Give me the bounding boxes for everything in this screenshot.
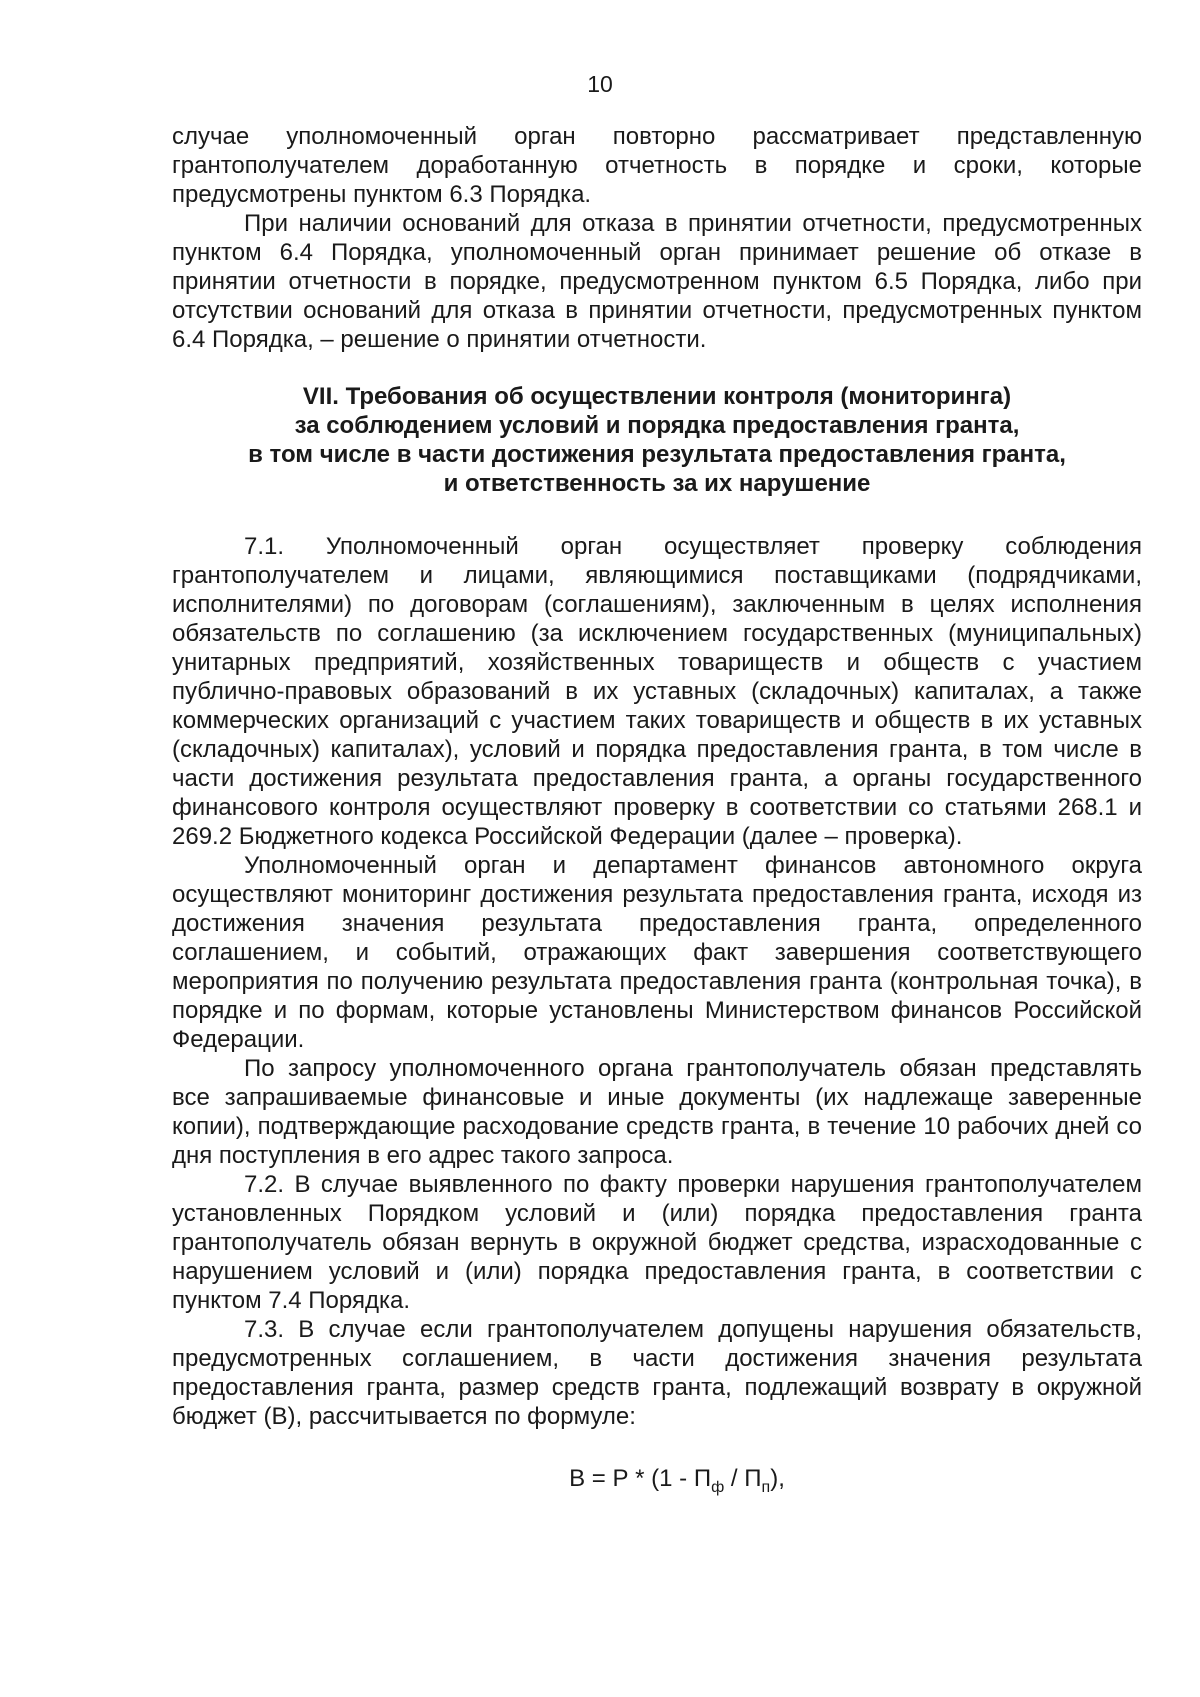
- paragraph-monitoring: Уполномоченный орган и департамент финансов автономного округа осуществляют мониторинг достижения результата предоставления гранта, исходя из достижения значения результата предоставления гранта, определенного соглашением, и событий, отражающих факт завершения соответствующего мероприятия по получению результата предоставления гранта (контрольная точка), в порядке и по формам, которые установлены Министерством финансов Российской Федерации.: [172, 852, 1142, 1053]
- document-body: [172, 122, 1142, 1496]
- section-heading-line-2: за соблюдением условий и порядка предоставления гранта,: [294, 412, 1020, 439]
- section-heading-line-3: в том числе в части достижения результата предоставления гранта,: [248, 441, 1066, 468]
- formula-subscript-fact: ф: [711, 1478, 725, 1496]
- paragraph-7-3: 7.3. В случае если грантополучателем допущены нарушения обязательств, предусмотренных соглашением, в части достижения значения результата предоставления гранта, размер средств гранта, подлежащий возврату в окружной бюджет (В), рассчитывается по формуле:: [172, 1316, 1142, 1430]
- section-heading-line-4: и ответственность за их нарушение: [443, 470, 871, 497]
- section-heading: [172, 382, 1142, 498]
- paragraph-7-2: 7.2. В случае выявленного по факту проверки нарушения грантополучателем установленных Порядком условий и (или) порядка предоставления гранта грантополучатель обязан вернуть в окружной бюджет средства, израсходованные с нарушением условий и (или) порядка предоставления гранта, в соответствии с пунктом 7.4 Порядка.: [172, 1171, 1142, 1314]
- formula-mid: / П: [724, 1465, 762, 1492]
- paragraph-continuation: случае уполномоченный орган повторно рассматривает представленную грантополучателем доработанную отчетность в порядке и сроки, которые предусмотрены пунктом 6.3 Порядка.: [172, 123, 1142, 208]
- formula-tail: ),: [770, 1465, 785, 1492]
- paragraph-7-1: 7.1. Уполномоченный орган осуществляет проверку соблюдения грантополучателем и лицами, являющимися поставщиками (подрядчиками, исполнителями) по договорам (соглашениям), заключенным в целях исполнения обязательств по соглашению (за исключением государственных (муниципальных) унитарных предприятий, хозяйственных товариществ и обществ с участием публично-правовых образований в их уставных (складочных) капиталах, а также коммерческих организаций с участием таких товариществ и обществ в их уставных (складочных) капиталах), условий и порядка предоставления гранта, в том числе в части достижения результата предоставления гранта, а органы государственного финансового контроля осуществляют проверку в соответствии со статьями 268.1 и 269.2 Бюджетного кодекса Российской Федерации (далее – проверка).: [172, 533, 1142, 850]
- return-amount-formula: [172, 1464, 1142, 1496]
- section-heading-line-1: VII. Требования об осуществлении контроля (мониторинга): [302, 383, 1012, 410]
- paragraph-refusal-grounds: При наличии оснований для отказа в принятии отчетности, предусмотренных пунктом 6.4 Порядка, уполномоченный орган принимает решение об отказе в принятии отчетности в порядке, предусмотренном пунктом 6.5 Порядка, либо при отсутствии оснований для отказа в принятии отчетности, предусмотренных пунктом 6.4 Порядка, – решение о принятии отчетности.: [172, 210, 1142, 353]
- formula-subscript-plan: п: [761, 1478, 771, 1496]
- paragraph-documents-request: По запросу уполномоченного органа грантополучатель обязан представлять все запрашиваемые финансовые и иные документы (их надлежаще заверенные копии), подтверждающие расходование средств гранта, в течение 10 рабочих дней со дня поступления в его адрес такого запроса.: [172, 1055, 1142, 1169]
- formula-lhs: В = Р * (1 - П: [569, 1465, 712, 1492]
- page-number: 10: [587, 71, 613, 97]
